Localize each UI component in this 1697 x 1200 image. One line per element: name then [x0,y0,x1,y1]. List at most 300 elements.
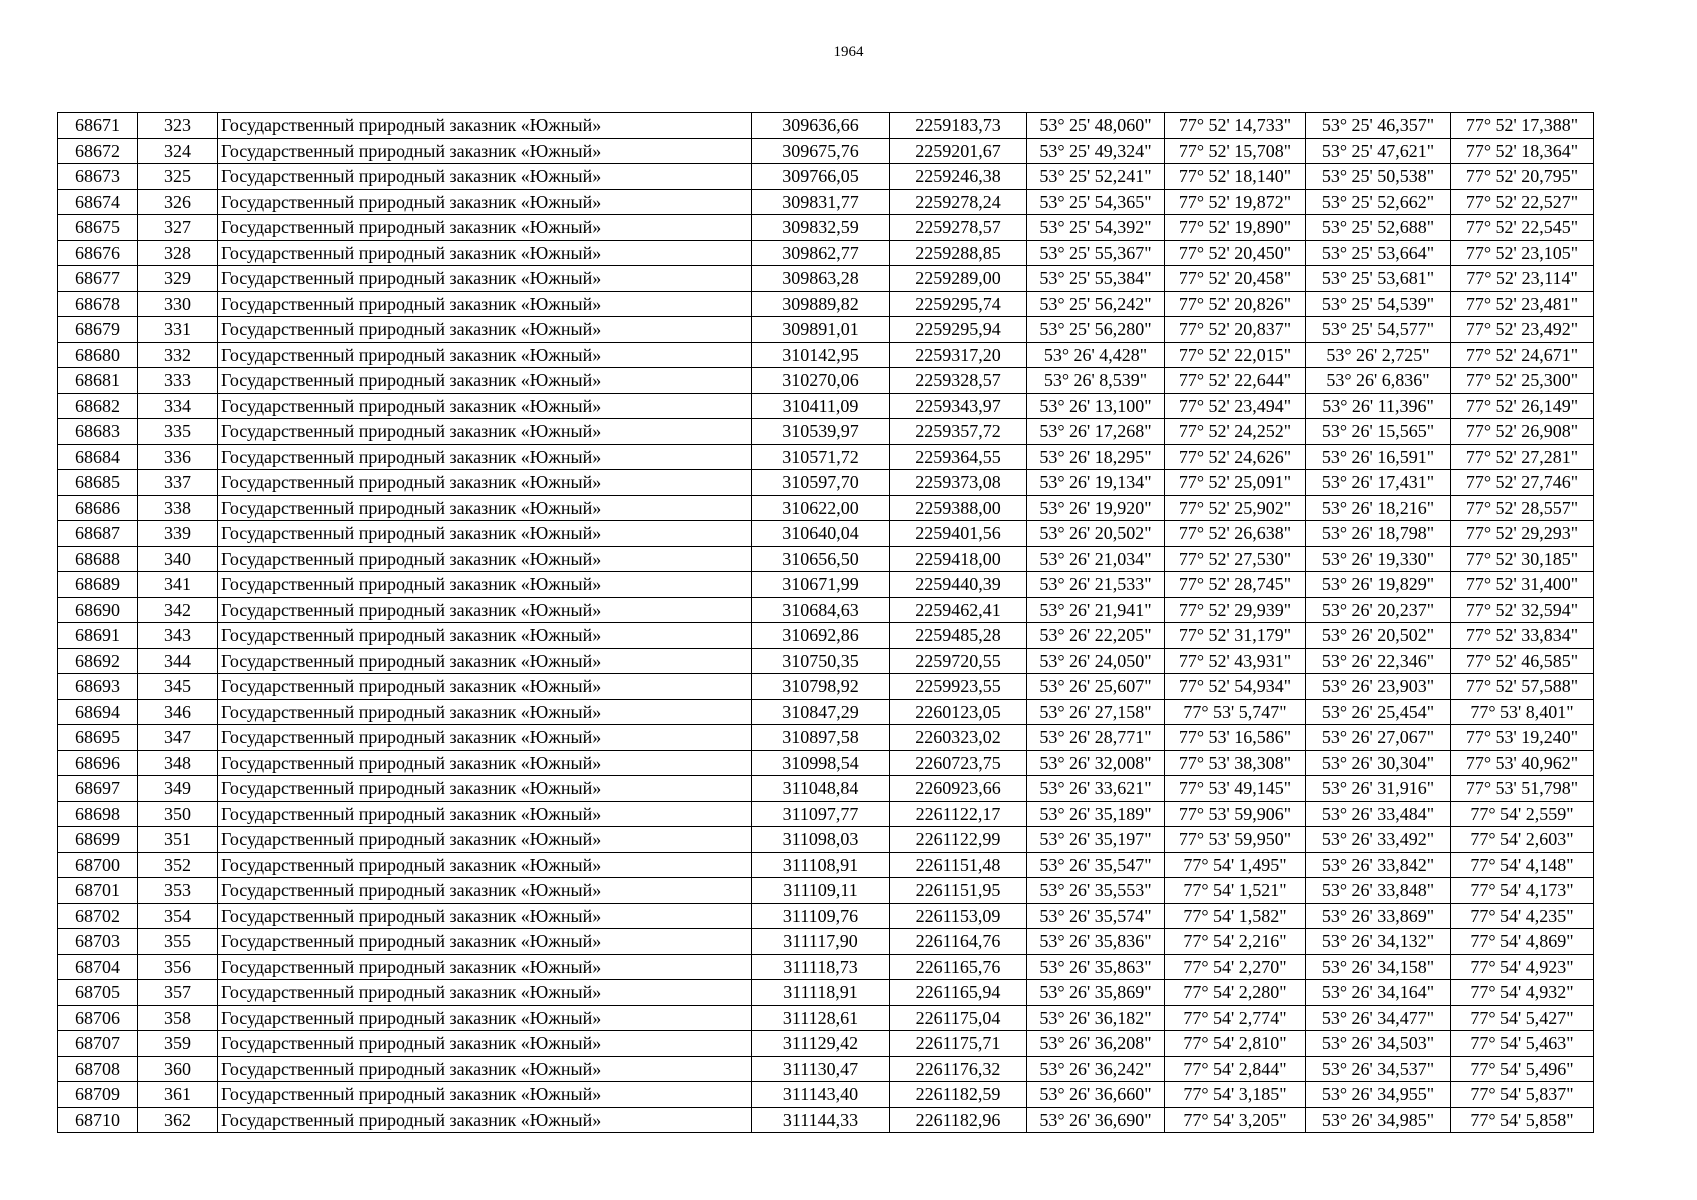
longitude-1-cell: 77° 52' 24,626" [1165,444,1306,470]
y-coordinate-cell: 2261122,99 [890,827,1027,853]
y-coordinate-cell: 2259364,55 [890,444,1027,470]
latitude-1-cell: 53° 26' 19,134" [1027,470,1165,496]
table-row [58,725,1594,751]
x-coordinate-cell: 310897,58 [752,725,890,751]
longitude-1-cell: 77° 52' 54,934" [1165,674,1306,700]
latitude-1-cell: 53° 26' 35,197" [1027,827,1165,853]
longitude-2-cell: 77° 54' 4,923" [1451,954,1594,980]
y-coordinate-cell: 2259373,08 [890,470,1027,496]
latitude-1-cell: 53° 26' 22,205" [1027,623,1165,649]
longitude-2-cell: 77° 52' 26,908" [1451,419,1594,445]
latitude-2-cell: 53° 26' 20,502" [1306,623,1451,649]
object-name-cell: Государственный природный заказник «Южный» [218,393,752,419]
table-row [58,674,1594,700]
table-row [58,750,1594,776]
x-coordinate-cell: 311130,47 [752,1056,890,1082]
longitude-2-cell: 77° 52' 57,588" [1451,674,1594,700]
longitude-2-cell: 77° 52' 22,545" [1451,215,1594,241]
object-name-cell: Государственный природный заказник «Южный» [218,1005,752,1031]
latitude-1-cell: 53° 26' 19,920" [1027,495,1165,521]
record-id-cell: 68703 [58,929,138,955]
point-number-cell: 323 [138,113,218,139]
object-name-cell: Государственный природный заказник «Южный» [218,546,752,572]
longitude-1-cell: 77° 52' 23,494" [1165,393,1306,419]
longitude-2-cell: 77° 52' 20,795" [1451,164,1594,190]
latitude-2-cell: 53° 25' 54,577" [1306,317,1451,343]
record-id-cell: 68682 [58,393,138,419]
latitude-2-cell: 53° 26' 33,869" [1306,903,1451,929]
longitude-2-cell: 77° 52' 28,557" [1451,495,1594,521]
longitude-1-cell: 77° 54' 1,495" [1165,852,1306,878]
longitude-2-cell: 77° 53' 8,401" [1451,699,1594,725]
record-id-cell: 68686 [58,495,138,521]
point-number-cell: 356 [138,954,218,980]
y-coordinate-cell: 2259418,00 [890,546,1027,572]
longitude-1-cell: 77° 52' 15,708" [1165,138,1306,164]
x-coordinate-cell: 310539,97 [752,419,890,445]
y-coordinate-cell: 2259288,85 [890,240,1027,266]
latitude-1-cell: 53° 26' 35,547" [1027,852,1165,878]
x-coordinate-cell: 309891,01 [752,317,890,343]
object-name-cell: Государственный природный заказник «Южный» [218,954,752,980]
longitude-1-cell: 77° 52' 25,091" [1165,470,1306,496]
table-row [58,419,1594,445]
x-coordinate-cell: 310270,06 [752,368,890,394]
latitude-2-cell: 53° 26' 19,829" [1306,572,1451,598]
object-name-cell: Государственный природный заказник «Южный» [218,750,752,776]
longitude-2-cell: 77° 54' 4,235" [1451,903,1594,929]
object-name-cell: Государственный природный заказник «Южный» [218,1082,752,1108]
x-coordinate-cell: 310998,54 [752,750,890,776]
table-row [58,113,1594,139]
longitude-2-cell: 77° 52' 33,834" [1451,623,1594,649]
latitude-2-cell: 53° 26' 31,916" [1306,776,1451,802]
point-number-cell: 337 [138,470,218,496]
object-name-cell: Государственный природный заказник «Южный» [218,648,752,674]
x-coordinate-cell: 311144,33 [752,1107,890,1133]
object-name-cell: Государственный природный заказник «Южный» [218,597,752,623]
latitude-2-cell: 53° 25' 46,357" [1306,113,1451,139]
object-name-cell: Государственный природный заказник «Южный» [218,699,752,725]
point-number-cell: 360 [138,1056,218,1082]
object-name-cell: Государственный природный заказник «Южный» [218,852,752,878]
longitude-1-cell: 77° 52' 20,837" [1165,317,1306,343]
longitude-1-cell: 77° 54' 3,205" [1165,1107,1306,1133]
object-name-cell: Государственный природный заказник «Южный» [218,903,752,929]
y-coordinate-cell: 2260323,02 [890,725,1027,751]
coordinates-table [57,112,1594,1133]
x-coordinate-cell: 311143,40 [752,1082,890,1108]
latitude-2-cell: 53° 26' 22,346" [1306,648,1451,674]
longitude-2-cell: 77° 54' 4,932" [1451,980,1594,1006]
latitude-2-cell: 53° 26' 34,955" [1306,1082,1451,1108]
longitude-2-cell: 77° 53' 40,962" [1451,750,1594,776]
table-row [58,1005,1594,1031]
record-id-cell: 68709 [58,1082,138,1108]
latitude-1-cell: 53° 26' 35,574" [1027,903,1165,929]
y-coordinate-cell: 2259388,00 [890,495,1027,521]
record-id-cell: 68687 [58,521,138,547]
latitude-1-cell: 53° 25' 55,384" [1027,266,1165,292]
point-number-cell: 355 [138,929,218,955]
table-body [58,113,1594,1133]
table-row [58,546,1594,572]
longitude-1-cell: 77° 54' 2,844" [1165,1056,1306,1082]
latitude-1-cell: 53° 25' 56,280" [1027,317,1165,343]
x-coordinate-cell: 310798,92 [752,674,890,700]
latitude-2-cell: 53° 26' 30,304" [1306,750,1451,776]
longitude-1-cell: 77° 53' 5,747" [1165,699,1306,725]
point-number-cell: 361 [138,1082,218,1108]
latitude-1-cell: 53° 26' 35,836" [1027,929,1165,955]
longitude-1-cell: 77° 52' 22,644" [1165,368,1306,394]
y-coordinate-cell: 2261151,95 [890,878,1027,904]
latitude-2-cell: 53° 26' 34,164" [1306,980,1451,1006]
table-row [58,878,1594,904]
table-row [58,164,1594,190]
object-name-cell: Государственный природный заказник «Южный» [218,1056,752,1082]
record-id-cell: 68691 [58,623,138,649]
table-row [58,215,1594,241]
latitude-2-cell: 53° 25' 47,621" [1306,138,1451,164]
x-coordinate-cell: 311109,76 [752,903,890,929]
object-name-cell: Государственный природный заказник «Южный» [218,266,752,292]
longitude-1-cell: 77° 54' 2,270" [1165,954,1306,980]
latitude-1-cell: 53° 26' 25,607" [1027,674,1165,700]
point-number-cell: 357 [138,980,218,1006]
latitude-2-cell: 53° 26' 27,067" [1306,725,1451,751]
point-number-cell: 347 [138,725,218,751]
longitude-1-cell: 77° 52' 43,931" [1165,648,1306,674]
point-number-cell: 348 [138,750,218,776]
x-coordinate-cell: 310656,50 [752,546,890,572]
record-id-cell: 68693 [58,674,138,700]
table-row [58,495,1594,521]
table-row [58,342,1594,368]
longitude-1-cell: 77° 53' 16,586" [1165,725,1306,751]
latitude-1-cell: 53° 26' 35,869" [1027,980,1165,1006]
longitude-1-cell: 77° 54' 3,185" [1165,1082,1306,1108]
object-name-cell: Государственный природный заказник «Южный» [218,342,752,368]
longitude-2-cell: 77° 52' 25,300" [1451,368,1594,394]
point-number-cell: 342 [138,597,218,623]
object-name-cell: Государственный природный заказник «Южный» [218,572,752,598]
object-name-cell: Государственный природный заказник «Южный» [218,215,752,241]
longitude-1-cell: 77° 52' 28,745" [1165,572,1306,598]
point-number-cell: 349 [138,776,218,802]
longitude-1-cell: 77° 54' 1,582" [1165,903,1306,929]
latitude-1-cell: 53° 26' 21,941" [1027,597,1165,623]
latitude-2-cell: 53° 26' 16,591" [1306,444,1451,470]
record-id-cell: 68678 [58,291,138,317]
record-id-cell: 68708 [58,1056,138,1082]
object-name-cell: Государственный природный заказник «Южный» [218,776,752,802]
latitude-1-cell: 53° 25' 54,365" [1027,189,1165,215]
latitude-2-cell: 53° 26' 33,848" [1306,878,1451,904]
record-id-cell: 68672 [58,138,138,164]
record-id-cell: 68700 [58,852,138,878]
record-id-cell: 68706 [58,1005,138,1031]
latitude-1-cell: 53° 26' 27,158" [1027,699,1165,725]
x-coordinate-cell: 311117,90 [752,929,890,955]
longitude-2-cell: 77° 54' 4,173" [1451,878,1594,904]
longitude-1-cell: 77° 54' 2,810" [1165,1031,1306,1057]
longitude-1-cell: 77° 52' 20,458" [1165,266,1306,292]
y-coordinate-cell: 2261165,94 [890,980,1027,1006]
x-coordinate-cell: 309766,05 [752,164,890,190]
record-id-cell: 68677 [58,266,138,292]
latitude-2-cell: 53° 26' 25,454" [1306,699,1451,725]
latitude-1-cell: 53° 26' 36,660" [1027,1082,1165,1108]
object-name-cell: Государственный природный заказник «Южный» [218,674,752,700]
latitude-1-cell: 53° 26' 33,621" [1027,776,1165,802]
latitude-2-cell: 53° 26' 34,132" [1306,929,1451,955]
record-id-cell: 68683 [58,419,138,445]
longitude-1-cell: 77° 54' 2,216" [1165,929,1306,955]
y-coordinate-cell: 2259357,72 [890,419,1027,445]
y-coordinate-cell: 2259295,94 [890,317,1027,343]
record-id-cell: 68676 [58,240,138,266]
latitude-1-cell: 53° 26' 35,553" [1027,878,1165,904]
table-row [58,291,1594,317]
x-coordinate-cell: 310684,63 [752,597,890,623]
y-coordinate-cell: 2259720,55 [890,648,1027,674]
object-name-cell: Государственный природный заказник «Южный» [218,929,752,955]
object-name-cell: Государственный природный заказник «Южный» [218,1107,752,1133]
latitude-2-cell: 53° 26' 34,985" [1306,1107,1451,1133]
y-coordinate-cell: 2259278,57 [890,215,1027,241]
longitude-2-cell: 77° 54' 5,427" [1451,1005,1594,1031]
point-number-cell: 338 [138,495,218,521]
y-coordinate-cell: 2261122,17 [890,801,1027,827]
latitude-1-cell: 53° 26' 21,034" [1027,546,1165,572]
longitude-2-cell: 77° 54' 5,858" [1451,1107,1594,1133]
object-name-cell: Государственный природный заказник «Южный» [218,495,752,521]
longitude-2-cell: 77° 52' 27,281" [1451,444,1594,470]
y-coordinate-cell: 2259183,73 [890,113,1027,139]
record-id-cell: 68689 [58,572,138,598]
point-number-cell: 324 [138,138,218,164]
latitude-1-cell: 53° 26' 13,100" [1027,393,1165,419]
point-number-cell: 346 [138,699,218,725]
table-row [58,903,1594,929]
record-id-cell: 68684 [58,444,138,470]
latitude-1-cell: 53° 25' 55,367" [1027,240,1165,266]
x-coordinate-cell: 311098,03 [752,827,890,853]
latitude-1-cell: 53° 25' 52,241" [1027,164,1165,190]
x-coordinate-cell: 310597,70 [752,470,890,496]
table-row [58,266,1594,292]
longitude-1-cell: 77° 52' 14,733" [1165,113,1306,139]
y-coordinate-cell: 2259440,39 [890,572,1027,598]
table-row [58,648,1594,674]
table-row [58,470,1594,496]
record-id-cell: 68707 [58,1031,138,1057]
x-coordinate-cell: 310640,04 [752,521,890,547]
longitude-1-cell: 77° 52' 20,826" [1165,291,1306,317]
point-number-cell: 335 [138,419,218,445]
table-row [58,521,1594,547]
record-id-cell: 68702 [58,903,138,929]
y-coordinate-cell: 2260923,66 [890,776,1027,802]
table-row [58,801,1594,827]
point-number-cell: 331 [138,317,218,343]
longitude-1-cell: 77° 52' 20,450" [1165,240,1306,266]
latitude-2-cell: 53° 26' 23,903" [1306,674,1451,700]
point-number-cell: 353 [138,878,218,904]
latitude-1-cell: 53° 25' 54,392" [1027,215,1165,241]
latitude-1-cell: 53° 26' 35,189" [1027,801,1165,827]
y-coordinate-cell: 2259289,00 [890,266,1027,292]
y-coordinate-cell: 2259401,56 [890,521,1027,547]
y-coordinate-cell: 2261176,32 [890,1056,1027,1082]
latitude-1-cell: 53° 26' 4,428" [1027,342,1165,368]
point-number-cell: 345 [138,674,218,700]
table-row [58,1031,1594,1057]
longitude-2-cell: 77° 52' 32,594" [1451,597,1594,623]
x-coordinate-cell: 309863,28 [752,266,890,292]
y-coordinate-cell: 2260123,05 [890,699,1027,725]
y-coordinate-cell: 2259295,74 [890,291,1027,317]
longitude-1-cell: 77° 52' 19,872" [1165,189,1306,215]
latitude-1-cell: 53° 26' 36,208" [1027,1031,1165,1057]
latitude-1-cell: 53° 26' 36,182" [1027,1005,1165,1031]
point-number-cell: 343 [138,623,218,649]
object-name-cell: Государственный природный заказник «Южный» [218,419,752,445]
object-name-cell: Государственный природный заказник «Южный» [218,113,752,139]
x-coordinate-cell: 309831,77 [752,189,890,215]
longitude-1-cell: 77° 52' 25,902" [1165,495,1306,521]
table-row [58,393,1594,419]
y-coordinate-cell: 2261182,96 [890,1107,1027,1133]
longitude-1-cell: 77° 52' 27,530" [1165,546,1306,572]
longitude-1-cell: 77° 54' 2,774" [1165,1005,1306,1031]
table-row [58,852,1594,878]
longitude-2-cell: 77° 52' 17,388" [1451,113,1594,139]
longitude-2-cell: 77° 54' 2,603" [1451,827,1594,853]
point-number-cell: 326 [138,189,218,215]
object-name-cell: Государственный природный заказник «Южный» [218,368,752,394]
latitude-2-cell: 53° 26' 19,330" [1306,546,1451,572]
record-id-cell: 68688 [58,546,138,572]
point-number-cell: 328 [138,240,218,266]
y-coordinate-cell: 2261151,48 [890,852,1027,878]
longitude-2-cell: 77° 52' 22,527" [1451,189,1594,215]
x-coordinate-cell: 311129,42 [752,1031,890,1057]
longitude-2-cell: 77° 54' 4,869" [1451,929,1594,955]
latitude-1-cell: 53° 26' 36,690" [1027,1107,1165,1133]
latitude-2-cell: 53° 26' 34,158" [1306,954,1451,980]
record-id-cell: 68697 [58,776,138,802]
y-coordinate-cell: 2261182,59 [890,1082,1027,1108]
x-coordinate-cell: 311097,77 [752,801,890,827]
table-row [58,317,1594,343]
latitude-1-cell: 53° 26' 36,242" [1027,1056,1165,1082]
latitude-2-cell: 53° 26' 34,503" [1306,1031,1451,1057]
table-row [58,623,1594,649]
longitude-2-cell: 77° 52' 30,185" [1451,546,1594,572]
y-coordinate-cell: 2261175,71 [890,1031,1027,1057]
longitude-1-cell: 77° 52' 19,890" [1165,215,1306,241]
longitude-2-cell: 77° 52' 26,149" [1451,393,1594,419]
table-row [58,597,1594,623]
record-id-cell: 68705 [58,980,138,1006]
latitude-2-cell: 53° 25' 54,539" [1306,291,1451,317]
y-coordinate-cell: 2259462,41 [890,597,1027,623]
longitude-1-cell: 77° 52' 18,140" [1165,164,1306,190]
table-row [58,776,1594,802]
longitude-2-cell: 77° 52' 23,105" [1451,240,1594,266]
latitude-2-cell: 53° 26' 18,216" [1306,495,1451,521]
record-id-cell: 68696 [58,750,138,776]
point-number-cell: 350 [138,801,218,827]
table-row [58,929,1594,955]
object-name-cell: Государственный природный заказник «Южный» [218,164,752,190]
longitude-2-cell: 77° 54' 4,148" [1451,852,1594,878]
longitude-2-cell: 77° 52' 46,585" [1451,648,1594,674]
record-id-cell: 68690 [58,597,138,623]
latitude-1-cell: 53° 25' 48,060" [1027,113,1165,139]
point-number-cell: 325 [138,164,218,190]
latitude-1-cell: 53° 26' 17,268" [1027,419,1165,445]
longitude-1-cell: 77° 52' 26,638" [1165,521,1306,547]
latitude-2-cell: 53° 26' 18,798" [1306,521,1451,547]
longitude-1-cell: 77° 53' 59,906" [1165,801,1306,827]
latitude-1-cell: 53° 26' 32,008" [1027,750,1165,776]
table-row [58,444,1594,470]
point-number-cell: 336 [138,444,218,470]
record-id-cell: 68671 [58,113,138,139]
y-coordinate-cell: 2261175,04 [890,1005,1027,1031]
object-name-cell: Государственный природный заказник «Южный» [218,827,752,853]
y-coordinate-cell: 2261165,76 [890,954,1027,980]
longitude-1-cell: 77° 53' 38,308" [1165,750,1306,776]
record-id-cell: 68674 [58,189,138,215]
latitude-2-cell: 53° 26' 33,484" [1306,801,1451,827]
longitude-1-cell: 77° 54' 2,280" [1165,980,1306,1006]
table-row [58,699,1594,725]
latitude-2-cell: 53° 25' 52,688" [1306,215,1451,241]
point-number-cell: 358 [138,1005,218,1031]
longitude-2-cell: 77° 52' 23,492" [1451,317,1594,343]
table-row [58,189,1594,215]
latitude-1-cell: 53° 26' 24,050" [1027,648,1165,674]
longitude-1-cell: 77° 52' 24,252" [1165,419,1306,445]
longitude-2-cell: 77° 53' 51,798" [1451,776,1594,802]
latitude-2-cell: 53° 26' 15,565" [1306,419,1451,445]
object-name-cell: Государственный природный заказник «Южный» [218,801,752,827]
object-name-cell: Государственный природный заказник «Южный» [218,623,752,649]
record-id-cell: 68695 [58,725,138,751]
longitude-2-cell: 77° 52' 27,746" [1451,470,1594,496]
longitude-2-cell: 77° 53' 19,240" [1451,725,1594,751]
x-coordinate-cell: 310142,95 [752,342,890,368]
point-number-cell: 334 [138,393,218,419]
record-id-cell: 68675 [58,215,138,241]
page-number: 1964 [833,44,864,60]
record-id-cell: 68694 [58,699,138,725]
longitude-1-cell: 77° 52' 22,015" [1165,342,1306,368]
x-coordinate-cell: 310692,86 [752,623,890,649]
latitude-2-cell: 53° 26' 17,431" [1306,470,1451,496]
object-name-cell: Государственный природный заказник «Южный» [218,138,752,164]
x-coordinate-cell: 310571,72 [752,444,890,470]
object-name-cell: Государственный природный заказник «Южный» [218,240,752,266]
table-row [58,240,1594,266]
object-name-cell: Государственный природный заказник «Южный» [218,291,752,317]
latitude-1-cell: 53° 26' 28,771" [1027,725,1165,751]
object-name-cell: Государственный природный заказник «Южный» [218,878,752,904]
